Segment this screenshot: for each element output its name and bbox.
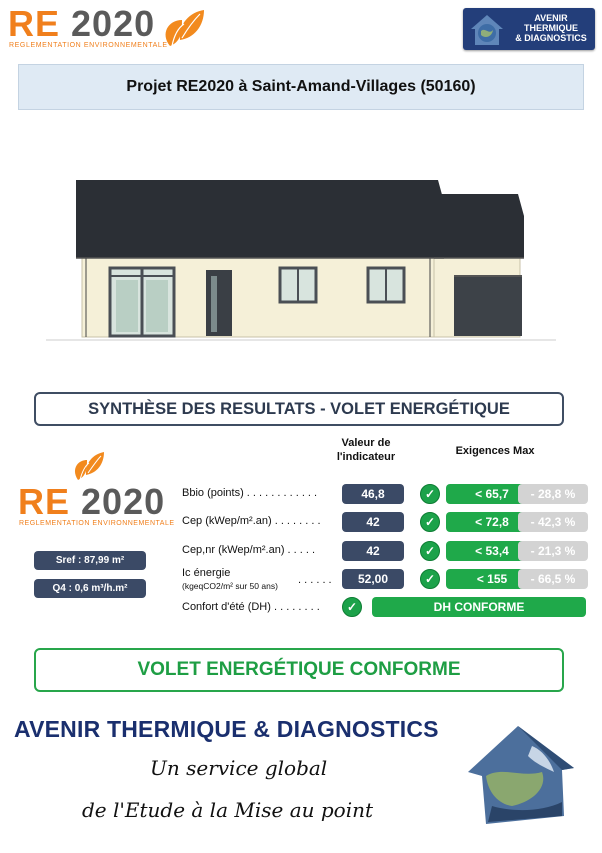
synthesis-title: SYNTHÈSE DES RESULTATS - VOLET ENERGÉTIQUE [34, 392, 564, 426]
re2020-side-logo [18, 482, 165, 522]
max-cepnr: < 53,4 [446, 541, 538, 561]
row-label-ic: Ic énergie [182, 567, 231, 579]
max-ic: < 155 [446, 569, 538, 589]
comfort-result: DH CONFORME [372, 597, 586, 617]
delta-ic: - 66,5 % [518, 569, 588, 589]
row-label-bbio: Bbio (points) . . . . . . . . . . . . [182, 487, 318, 499]
value-bbio: 46,8 [342, 484, 404, 504]
re2020-logo [8, 4, 155, 44]
house-elevation-illustration [46, 172, 556, 347]
badge-line-1: AVENIR [534, 13, 568, 23]
slogan-line-1: Un service global [150, 756, 328, 780]
row-sublabel-ic: (kgeqCO2/m² sur 50 ans) [182, 581, 278, 591]
row-label-comfort: Confort d'été (DH) . . . . . . . . [182, 601, 320, 613]
row-label-cepnr: Cep,nr (kWep/m².an) . . . . . [182, 544, 316, 556]
project-title: Projet RE2020 à Saint-Amand-Villages (50160) [18, 64, 584, 110]
max-bbio: < 65,7 [446, 484, 538, 504]
value-cep: 42 [342, 512, 404, 532]
logo-subtitle: REGLEMENTATION ENVIRONNEMENTALE [9, 42, 168, 49]
sref-badge: Sref : 87,99 m² [34, 551, 146, 570]
badge-text [511, 13, 591, 43]
row-label-cep: Cep (kWep/m².an) . . . . . . . . [182, 515, 321, 527]
globe-house-icon [462, 716, 580, 828]
check-icon: ✓ [342, 597, 362, 617]
verdict-banner: VOLET ENERGÉTIQUE CONFORME [34, 648, 564, 692]
value-ic: 52,00 [342, 569, 404, 589]
check-icon: ✓ [420, 569, 440, 589]
check-icon: ✓ [420, 541, 440, 561]
company-name: AVENIR THERMIQUE & DIAGNOSTICS [14, 716, 439, 742]
check-icon: ✓ [420, 512, 440, 532]
delta-bbio: - 28,8 % [518, 484, 588, 504]
check-icon: ✓ [420, 484, 440, 504]
delta-cepnr: - 21,3 % [518, 541, 588, 561]
company-badge [463, 8, 595, 50]
badge-line-3: & DIAGNOSTICS [515, 33, 587, 43]
side-logo-subtitle: REGLEMENTATION ENVIRONNEMENTALE [19, 520, 175, 527]
globe-house-icon [467, 11, 507, 47]
slogan-line-2: de l'Etude à la Mise au point [82, 798, 374, 822]
side-logo-year: 2020 [81, 481, 166, 522]
leaf-icon [160, 6, 206, 50]
requirements-column-header: Exigences Max [455, 445, 535, 457]
value-header-line-1: Valeur de [341, 437, 391, 449]
q4-badge: Q4 : 0,6 m³/h.m² [34, 579, 146, 598]
leaf-icon [72, 450, 106, 482]
value-column-header [326, 436, 406, 464]
side-logo-re: RE [18, 481, 71, 522]
row-dots-ic: . . . . . . [298, 574, 332, 586]
max-cep: < 72,8 [446, 512, 538, 532]
value-header-line-2: l'indicateur [336, 451, 396, 463]
logo-re-text: RE [8, 3, 61, 44]
value-cepnr: 42 [342, 541, 404, 561]
delta-cep: - 42,3 % [518, 512, 588, 532]
badge-line-2: THERMIQUE [524, 23, 578, 33]
logo-year-text: 2020 [71, 3, 156, 44]
